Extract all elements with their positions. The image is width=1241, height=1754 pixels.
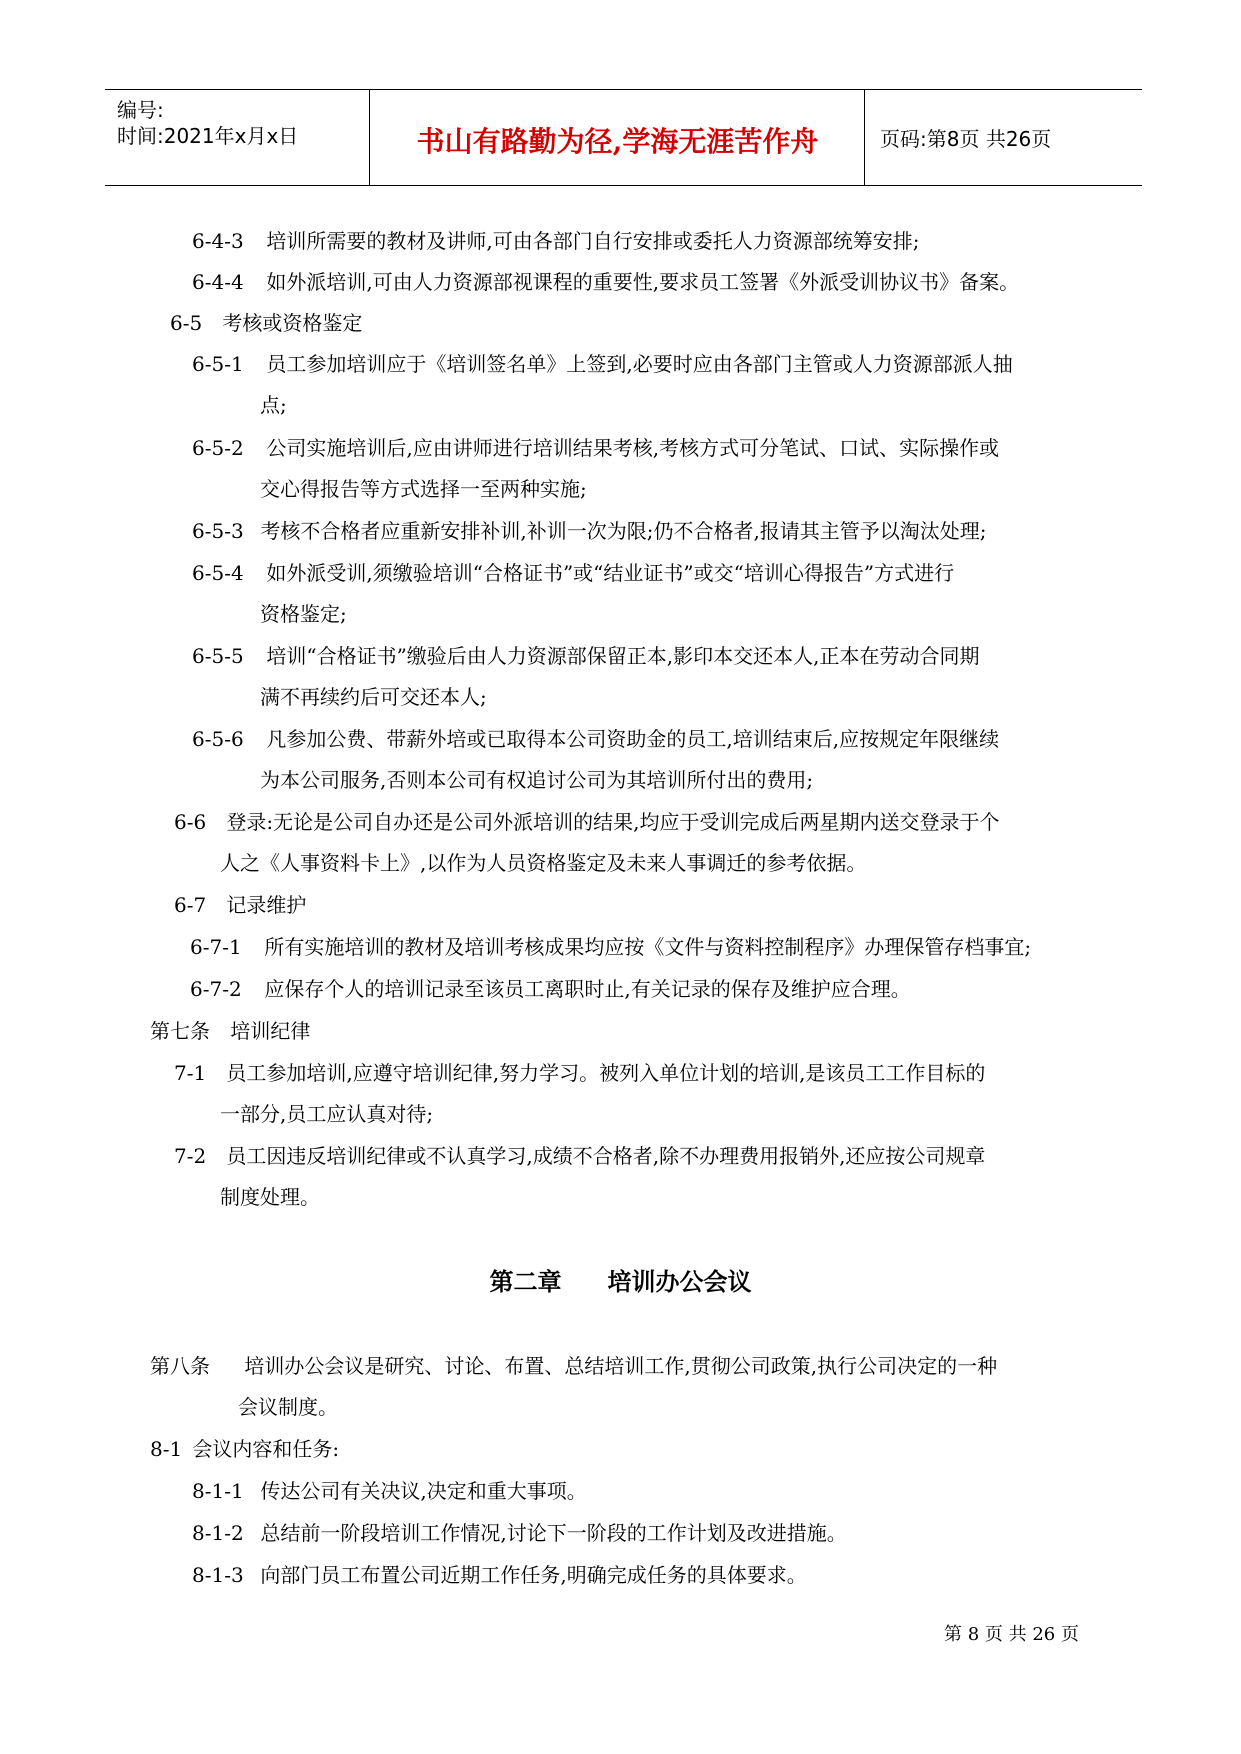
clause-number: 8-1-2 xyxy=(192,1521,244,1545)
article-text-continued: 会议制度。 xyxy=(238,1395,338,1419)
clause-number: 6-4-3 xyxy=(192,229,244,253)
clause-text: 培训“合格证书”缴验后由人力资源部保留正本,影印本交还本人,正本在劳动合同期 xyxy=(266,644,980,668)
clause-number: 6-5-5 xyxy=(192,644,244,668)
article-number: 第八条 xyxy=(150,1354,210,1378)
chapter-title: 培训办公会议 xyxy=(607,1268,752,1296)
clause-text: 传达公司有关决议,决定和重大事项。 xyxy=(260,1479,587,1503)
section-text: 登录:无论是公司自办还是公司外派培训的结果,均应于受训完成后两星期内送交登录于个 xyxy=(226,810,1000,834)
section-number: 6-6 xyxy=(174,810,207,834)
section-text: 员工因违反培训纪律或不认真学习,成绩不合格者,除不办理费用报销外,还应按公司规章 xyxy=(226,1144,986,1168)
section-number: 6-5 xyxy=(170,311,203,335)
clause-6-4-4 xyxy=(192,262,1019,302)
section-text: 员工参加培训,应遵守培训纪律,努力学习。被列入单位计划的培训,是该员工工作目标的 xyxy=(226,1061,986,1085)
article-7 xyxy=(150,1011,310,1051)
clause-text: 考核不合格者应重新安排补训,补训一次为限;仍不合格者,报请其主管予以淘汰处理; xyxy=(260,519,987,543)
clause-number: 6-5-6 xyxy=(192,727,244,751)
clause-text: 员工参加培训应于《培训签名单》上签到,必要时应由各部门主管或人力资源部派人抽 xyxy=(266,352,1013,376)
section-6-7 xyxy=(174,885,306,925)
page-footer: 第 8 页 共 26 页 xyxy=(944,1624,1079,1645)
header-page-info: 页码:第8页 共26页 xyxy=(880,127,1052,151)
clause-6-5-3 xyxy=(192,511,987,551)
clause-6-7-2 xyxy=(190,969,911,1009)
section-number: 8-1 xyxy=(150,1437,183,1461)
article-number: 第七条 xyxy=(150,1019,210,1043)
article-title: 培训纪律 xyxy=(230,1019,311,1043)
clause-8-1-2 xyxy=(192,1513,847,1553)
clause-number: 6-5-1 xyxy=(192,352,244,376)
document-header xyxy=(105,89,1142,186)
section-text-continued: 制度处理。 xyxy=(220,1185,320,1209)
section-7-1 xyxy=(174,1053,985,1093)
chapter-heading xyxy=(0,1262,1241,1297)
clause-8-1-3 xyxy=(192,1555,807,1595)
clause-number: 6-7-2 xyxy=(190,977,242,1001)
clause-6-5-2 xyxy=(192,428,999,468)
section-number: 7-1 xyxy=(174,1061,207,1085)
header-left-cell xyxy=(105,90,370,185)
clause-number: 6-7-1 xyxy=(190,935,242,959)
clause-text: 总结前一阶段培训工作情况,讨论下一阶段的工作计划及改进措施。 xyxy=(260,1521,847,1545)
clause-text: 如外派培训,可由人力资源部视课程的重要性,要求员工签署《外派受训协议书》备案。 xyxy=(266,270,1020,294)
clause-text: 公司实施培训后,应由讲师进行培训结果考核,考核方式可分笔试、口试、实际操作或 xyxy=(266,436,1000,460)
clause-6-5-6 xyxy=(192,719,999,759)
clause-number: 8-1-1 xyxy=(192,1479,244,1503)
clause-text: 应保存个人的培训记录至该员工离职时止,有关记录的保存及维护应合理。 xyxy=(264,977,911,1001)
section-text-continued: 人之《人事资料卡上》,以作为人员资格鉴定及未来人事调迁的参考依据。 xyxy=(220,851,867,875)
clause-number: 6-5-3 xyxy=(192,519,244,543)
section-number: 6-7 xyxy=(174,893,207,917)
clause-text: 所有实施培训的教材及培训考核成果均应按《文件与资料控制程序》办理保管存档事宜; xyxy=(264,935,1032,959)
article-8 xyxy=(150,1346,997,1386)
clause-text-continued: 交心得报告等方式选择一至两种实施; xyxy=(260,477,587,501)
header-right-cell xyxy=(866,90,1142,185)
section-text: 考核或资格鉴定 xyxy=(222,311,363,335)
clause-text-continued: 点; xyxy=(260,393,287,417)
clause-6-7-1 xyxy=(190,927,1031,967)
clause-text-continued: 为本公司服务,否则本公司有权追讨公司为其培训所付出的费用; xyxy=(260,768,814,792)
clause-8-1-1 xyxy=(192,1471,587,1511)
header-motto: 书山有路勤为径,学海无涯苦作舟 xyxy=(416,125,819,158)
clause-number: 6-5-4 xyxy=(192,561,244,585)
clause-text: 如外派受训,须缴验培训“合格证书”或“结业证书”或交“培训心得报告”方式进行 xyxy=(266,561,955,585)
clause-text: 凡参加公费、带薪外培或已取得本公司资助金的员工,培训结束后,应按规定年限继续 xyxy=(266,727,1000,751)
section-text: 记录维护 xyxy=(226,893,307,917)
clause-text: 培训所需要的教材及讲师,可由各部门自行安排或委托人力资源部统筹安排; xyxy=(266,229,920,253)
chapter-number: 第二章 xyxy=(489,1268,562,1296)
section-text-continued: 一部分,员工应认真对待; xyxy=(220,1102,434,1126)
document-date: 时间:2021年x月x日 xyxy=(117,124,299,148)
section-6-5 xyxy=(170,303,362,343)
clause-number: 6-5-2 xyxy=(192,436,244,460)
section-8-1 xyxy=(150,1429,339,1469)
section-6-6 xyxy=(174,802,999,842)
article-text: 培训办公会议是研究、讨论、布置、总结培训工作,贯彻公司政策,执行公司决定的一种 xyxy=(244,1354,998,1378)
section-7-2 xyxy=(174,1136,985,1176)
clause-6-5-5 xyxy=(192,636,980,676)
section-number: 7-2 xyxy=(174,1144,207,1168)
clause-6-4-3 xyxy=(192,221,919,261)
document-number-label: 编号: xyxy=(117,98,164,122)
clause-text-continued: 资格鉴定; xyxy=(260,602,347,626)
clause-6-5-1 xyxy=(192,344,1013,384)
clause-number: 8-1-3 xyxy=(192,1563,244,1587)
clause-number: 6-4-4 xyxy=(192,270,244,294)
header-middle-cell xyxy=(371,90,865,185)
clause-text-continued: 满不再续约后可交还本人; xyxy=(260,685,487,709)
section-text: 会议内容和任务: xyxy=(192,1437,340,1461)
clause-text: 向部门员工布置公司近期工作任务,明确完成任务的具体要求。 xyxy=(260,1563,807,1587)
clause-6-5-4 xyxy=(192,553,954,593)
